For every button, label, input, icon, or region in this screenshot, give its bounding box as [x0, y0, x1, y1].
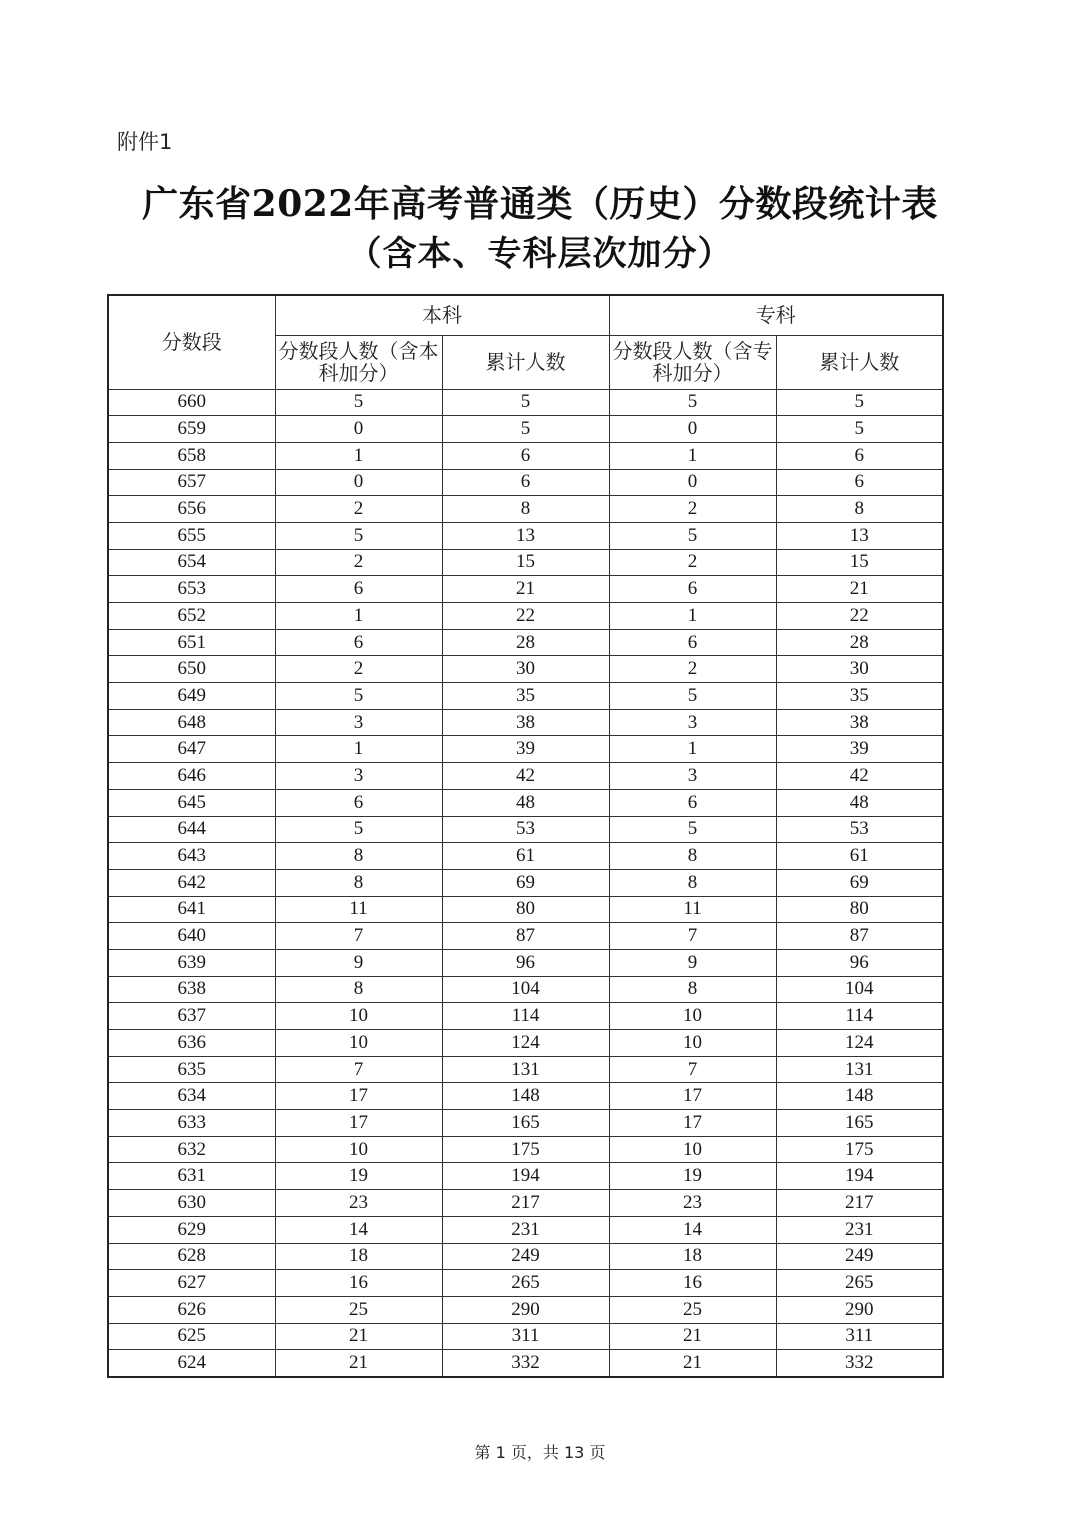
zhuanke-cumulative-cell: 96 [776, 949, 943, 976]
zhuanke-cumulative-cell: 15 [776, 549, 943, 576]
zhuanke-cumulative-cell: 124 [776, 1030, 943, 1057]
table-row [108, 736, 943, 763]
zhuanke-cumulative-cell: 175 [776, 1136, 943, 1163]
table-row [108, 843, 943, 870]
score-cell: 635 [108, 1056, 275, 1083]
table-row [108, 389, 943, 416]
benke-count-cell: 0 [275, 416, 442, 443]
zhuanke-cumulative-cell: 69 [776, 869, 943, 896]
zhuanke-cumulative-cell: 48 [776, 789, 943, 816]
zhuanke-count-cell: 23 [609, 1190, 776, 1217]
table-row [108, 683, 943, 710]
zhuanke-count-cell: 5 [609, 683, 776, 710]
benke-count-cell: 10 [275, 1136, 442, 1163]
benke-cumulative-cell: 30 [442, 656, 609, 683]
score-cell: 648 [108, 709, 275, 736]
benke-cumulative-cell: 13 [442, 522, 609, 549]
zhuanke-cumulative-cell: 22 [776, 603, 943, 630]
benke-cumulative-cell: 217 [442, 1190, 609, 1217]
benke-cumulative-cell: 87 [442, 923, 609, 950]
zhuanke-cumulative-cell: 165 [776, 1110, 943, 1137]
zhuanke-cumulative-cell: 265 [776, 1270, 943, 1297]
benke-count-cell: 8 [275, 976, 442, 1003]
table-row [108, 709, 943, 736]
zhuanke-cumulative-cell: 5 [776, 389, 943, 416]
benke-cumulative-cell: 148 [442, 1083, 609, 1110]
score-cell: 646 [108, 763, 275, 790]
zhuanke-cumulative-cell: 61 [776, 843, 943, 870]
zhuanke-count-cell: 1 [609, 442, 776, 469]
zhuanke-cumulative-cell: 114 [776, 1003, 943, 1030]
zhuanke-count-cell: 3 [609, 709, 776, 736]
zhuanke-cumulative-cell: 104 [776, 976, 943, 1003]
score-cell: 659 [108, 416, 275, 443]
benke-count-cell: 21 [275, 1323, 442, 1350]
score-cell: 636 [108, 1030, 275, 1057]
benke-cumulative-cell: 332 [442, 1350, 609, 1377]
score-cell: 655 [108, 522, 275, 549]
table-row [108, 629, 943, 656]
benke-cumulative-cell: 5 [442, 389, 609, 416]
zhuanke-cumulative-cell: 6 [776, 469, 943, 496]
benke-cumulative-cell: 96 [442, 949, 609, 976]
zhuanke-cumulative-cell: 30 [776, 656, 943, 683]
zhuanke-count-cell: 0 [609, 416, 776, 443]
table-row [108, 1190, 943, 1217]
score-cell: 625 [108, 1323, 275, 1350]
benke-count-cell: 9 [275, 949, 442, 976]
benke-cumulative-cell: 265 [442, 1270, 609, 1297]
table-row [108, 1056, 943, 1083]
benke-cumulative-cell: 38 [442, 709, 609, 736]
benke-count-cell: 6 [275, 576, 442, 603]
zhuanke-count-cell: 5 [609, 522, 776, 549]
zhuanke-count-cell: 0 [609, 469, 776, 496]
benke-count-cell: 5 [275, 683, 442, 710]
zhuanke-count-cell: 14 [609, 1216, 776, 1243]
table-row [108, 1003, 943, 1030]
zhuanke-cumulative-cell: 42 [776, 763, 943, 790]
benke-cumulative-cell: 69 [442, 869, 609, 896]
benke-cumulative-cell: 165 [442, 1110, 609, 1137]
benke-count-cell: 21 [275, 1350, 442, 1377]
header-zhuanke-count: 分数段人数（含专科加分） [609, 335, 776, 389]
benke-count-cell: 17 [275, 1083, 442, 1110]
document-title: 广东省2022年高考普通类（历史）分数段统计表 [142, 183, 938, 225]
zhuanke-count-cell: 8 [609, 976, 776, 1003]
benke-cumulative-cell: 131 [442, 1056, 609, 1083]
table-row [108, 1296, 943, 1323]
table-row [108, 789, 943, 816]
table-row [108, 1030, 943, 1057]
benke-cumulative-cell: 104 [442, 976, 609, 1003]
zhuanke-count-cell: 21 [609, 1350, 776, 1377]
benke-cumulative-cell: 21 [442, 576, 609, 603]
zhuanke-cumulative-cell: 38 [776, 709, 943, 736]
table-row [108, 522, 943, 549]
zhuanke-count-cell: 2 [609, 549, 776, 576]
score-cell: 657 [108, 469, 275, 496]
zhuanke-count-cell: 21 [609, 1323, 776, 1350]
score-cell: 630 [108, 1190, 275, 1217]
attachment-label: 附件1 [117, 130, 173, 154]
benke-count-cell: 8 [275, 869, 442, 896]
benke-count-cell: 2 [275, 656, 442, 683]
zhuanke-count-cell: 11 [609, 896, 776, 923]
zhuanke-count-cell: 2 [609, 496, 776, 523]
score-cell: 637 [108, 1003, 275, 1030]
score-distribution-table [107, 294, 944, 1378]
zhuanke-cumulative-cell: 87 [776, 923, 943, 950]
table-row [108, 1163, 943, 1190]
zhuanke-count-cell: 2 [609, 656, 776, 683]
benke-cumulative-cell: 6 [442, 469, 609, 496]
benke-count-cell: 25 [275, 1296, 442, 1323]
table-row [108, 1083, 943, 1110]
benke-count-cell: 18 [275, 1243, 442, 1270]
score-cell: 658 [108, 442, 275, 469]
benke-cumulative-cell: 8 [442, 496, 609, 523]
zhuanke-count-cell: 7 [609, 1056, 776, 1083]
zhuanke-cumulative-cell: 8 [776, 496, 943, 523]
zhuanke-count-cell: 16 [609, 1270, 776, 1297]
benke-count-cell: 3 [275, 709, 442, 736]
table-row [108, 1350, 943, 1377]
benke-cumulative-cell: 35 [442, 683, 609, 710]
zhuanke-count-cell: 1 [609, 736, 776, 763]
header-zhuanke-cumulative: 累计人数 [776, 335, 943, 389]
zhuanke-cumulative-cell: 80 [776, 896, 943, 923]
document-subtitle: （含本、专科层次加分） [347, 234, 733, 274]
zhuanke-count-cell: 10 [609, 1136, 776, 1163]
benke-cumulative-cell: 175 [442, 1136, 609, 1163]
zhuanke-count-cell: 10 [609, 1030, 776, 1057]
table-row [108, 416, 943, 443]
table-row [108, 923, 943, 950]
benke-cumulative-cell: 80 [442, 896, 609, 923]
score-cell: 651 [108, 629, 275, 656]
zhuanke-cumulative-cell: 21 [776, 576, 943, 603]
benke-count-cell: 2 [275, 496, 442, 523]
table-row [108, 976, 943, 1003]
score-cell: 627 [108, 1270, 275, 1297]
zhuanke-cumulative-cell: 6 [776, 442, 943, 469]
table-row [108, 1243, 943, 1270]
table-row [108, 442, 943, 469]
score-cell: 649 [108, 683, 275, 710]
zhuanke-cumulative-cell: 13 [776, 522, 943, 549]
score-cell: 660 [108, 389, 275, 416]
zhuanke-cumulative-cell: 35 [776, 683, 943, 710]
score-cell: 624 [108, 1350, 275, 1377]
score-cell: 647 [108, 736, 275, 763]
benke-count-cell: 5 [275, 522, 442, 549]
benke-count-cell: 10 [275, 1003, 442, 1030]
benke-cumulative-cell: 311 [442, 1323, 609, 1350]
zhuanke-count-cell: 17 [609, 1083, 776, 1110]
benke-count-cell: 1 [275, 736, 442, 763]
table-row [108, 603, 943, 630]
benke-count-cell: 6 [275, 629, 442, 656]
score-cell: 631 [108, 1163, 275, 1190]
benke-cumulative-cell: 290 [442, 1296, 609, 1323]
score-cell: 653 [108, 576, 275, 603]
zhuanke-count-cell: 7 [609, 923, 776, 950]
benke-cumulative-cell: 48 [442, 789, 609, 816]
header-score-range: 分数段 [108, 295, 275, 389]
table-row [108, 1270, 943, 1297]
zhuanke-cumulative-cell: 5 [776, 416, 943, 443]
header-benke-cumulative: 累计人数 [442, 335, 609, 389]
zhuanke-cumulative-cell: 53 [776, 816, 943, 843]
benke-count-cell: 11 [275, 896, 442, 923]
benke-count-cell: 2 [275, 549, 442, 576]
table-row [108, 1110, 943, 1137]
score-cell: 638 [108, 976, 275, 1003]
score-cell: 632 [108, 1136, 275, 1163]
benke-count-cell: 6 [275, 789, 442, 816]
score-cell: 626 [108, 1296, 275, 1323]
score-cell: 652 [108, 603, 275, 630]
benke-cumulative-cell: 124 [442, 1030, 609, 1057]
benke-cumulative-cell: 231 [442, 1216, 609, 1243]
benke-cumulative-cell: 22 [442, 603, 609, 630]
benke-cumulative-cell: 53 [442, 816, 609, 843]
benke-cumulative-cell: 15 [442, 549, 609, 576]
benke-cumulative-cell: 194 [442, 1163, 609, 1190]
benke-count-cell: 8 [275, 843, 442, 870]
benke-count-cell: 5 [275, 816, 442, 843]
zhuanke-cumulative-cell: 39 [776, 736, 943, 763]
benke-cumulative-cell: 249 [442, 1243, 609, 1270]
table-row [108, 656, 943, 683]
table-row [108, 1136, 943, 1163]
benke-count-cell: 1 [275, 603, 442, 630]
zhuanke-cumulative-cell: 194 [776, 1163, 943, 1190]
benke-count-cell: 3 [275, 763, 442, 790]
benke-cumulative-cell: 42 [442, 763, 609, 790]
zhuanke-count-cell: 3 [609, 763, 776, 790]
benke-cumulative-cell: 114 [442, 1003, 609, 1030]
table-row [108, 896, 943, 923]
header-group-benke: 本科 [275, 295, 609, 335]
zhuanke-count-cell: 6 [609, 629, 776, 656]
benke-count-cell: 5 [275, 389, 442, 416]
score-cell: 654 [108, 549, 275, 576]
zhuanke-count-cell: 17 [609, 1110, 776, 1137]
zhuanke-cumulative-cell: 28 [776, 629, 943, 656]
table-row [108, 496, 943, 523]
score-cell: 634 [108, 1083, 275, 1110]
zhuanke-cumulative-cell: 332 [776, 1350, 943, 1377]
zhuanke-count-cell: 1 [609, 603, 776, 630]
header-group-zhuanke: 专科 [609, 295, 943, 335]
benke-count-cell: 0 [275, 469, 442, 496]
table-row [108, 1323, 943, 1350]
benke-count-cell: 10 [275, 1030, 442, 1057]
benke-cumulative-cell: 61 [442, 843, 609, 870]
zhuanke-count-cell: 25 [609, 1296, 776, 1323]
zhuanke-cumulative-cell: 231 [776, 1216, 943, 1243]
table-row [108, 1216, 943, 1243]
zhuanke-count-cell: 10 [609, 1003, 776, 1030]
score-cell: 639 [108, 949, 275, 976]
zhuanke-cumulative-cell: 217 [776, 1190, 943, 1217]
table-row [108, 949, 943, 976]
score-cell: 656 [108, 496, 275, 523]
zhuanke-count-cell: 18 [609, 1243, 776, 1270]
table-row [108, 816, 943, 843]
zhuanke-cumulative-cell: 131 [776, 1056, 943, 1083]
table-row [108, 763, 943, 790]
zhuanke-count-cell: 8 [609, 869, 776, 896]
table-row [108, 576, 943, 603]
zhuanke-cumulative-cell: 249 [776, 1243, 943, 1270]
page-footer: 第 1 页，共 13 页 [474, 1443, 606, 1462]
benke-count-cell: 7 [275, 923, 442, 950]
zhuanke-count-cell: 6 [609, 789, 776, 816]
benke-cumulative-cell: 5 [442, 416, 609, 443]
zhuanke-count-cell: 5 [609, 816, 776, 843]
zhuanke-count-cell: 19 [609, 1163, 776, 1190]
score-cell: 645 [108, 789, 275, 816]
score-cell: 629 [108, 1216, 275, 1243]
score-cell: 643 [108, 843, 275, 870]
benke-count-cell: 1 [275, 442, 442, 469]
header-benke-count: 分数段人数（含本科加分） [275, 335, 442, 389]
score-cell: 650 [108, 656, 275, 683]
table-row [108, 469, 943, 496]
score-cell: 628 [108, 1243, 275, 1270]
score-cell: 640 [108, 923, 275, 950]
score-cell: 633 [108, 1110, 275, 1137]
zhuanke-cumulative-cell: 148 [776, 1083, 943, 1110]
benke-cumulative-cell: 6 [442, 442, 609, 469]
benke-count-cell: 16 [275, 1270, 442, 1297]
benke-count-cell: 7 [275, 1056, 442, 1083]
benke-count-cell: 23 [275, 1190, 442, 1217]
benke-cumulative-cell: 28 [442, 629, 609, 656]
benke-cumulative-cell: 39 [442, 736, 609, 763]
zhuanke-cumulative-cell: 311 [776, 1323, 943, 1350]
benke-count-cell: 17 [275, 1110, 442, 1137]
benke-count-cell: 14 [275, 1216, 442, 1243]
score-cell: 644 [108, 816, 275, 843]
zhuanke-count-cell: 6 [609, 576, 776, 603]
table-row [108, 869, 943, 896]
table-body [108, 389, 943, 1377]
benke-count-cell: 19 [275, 1163, 442, 1190]
zhuanke-count-cell: 9 [609, 949, 776, 976]
zhuanke-cumulative-cell: 290 [776, 1296, 943, 1323]
zhuanke-count-cell: 5 [609, 389, 776, 416]
score-cell: 642 [108, 869, 275, 896]
table-row [108, 549, 943, 576]
zhuanke-count-cell: 8 [609, 843, 776, 870]
score-cell: 641 [108, 896, 275, 923]
